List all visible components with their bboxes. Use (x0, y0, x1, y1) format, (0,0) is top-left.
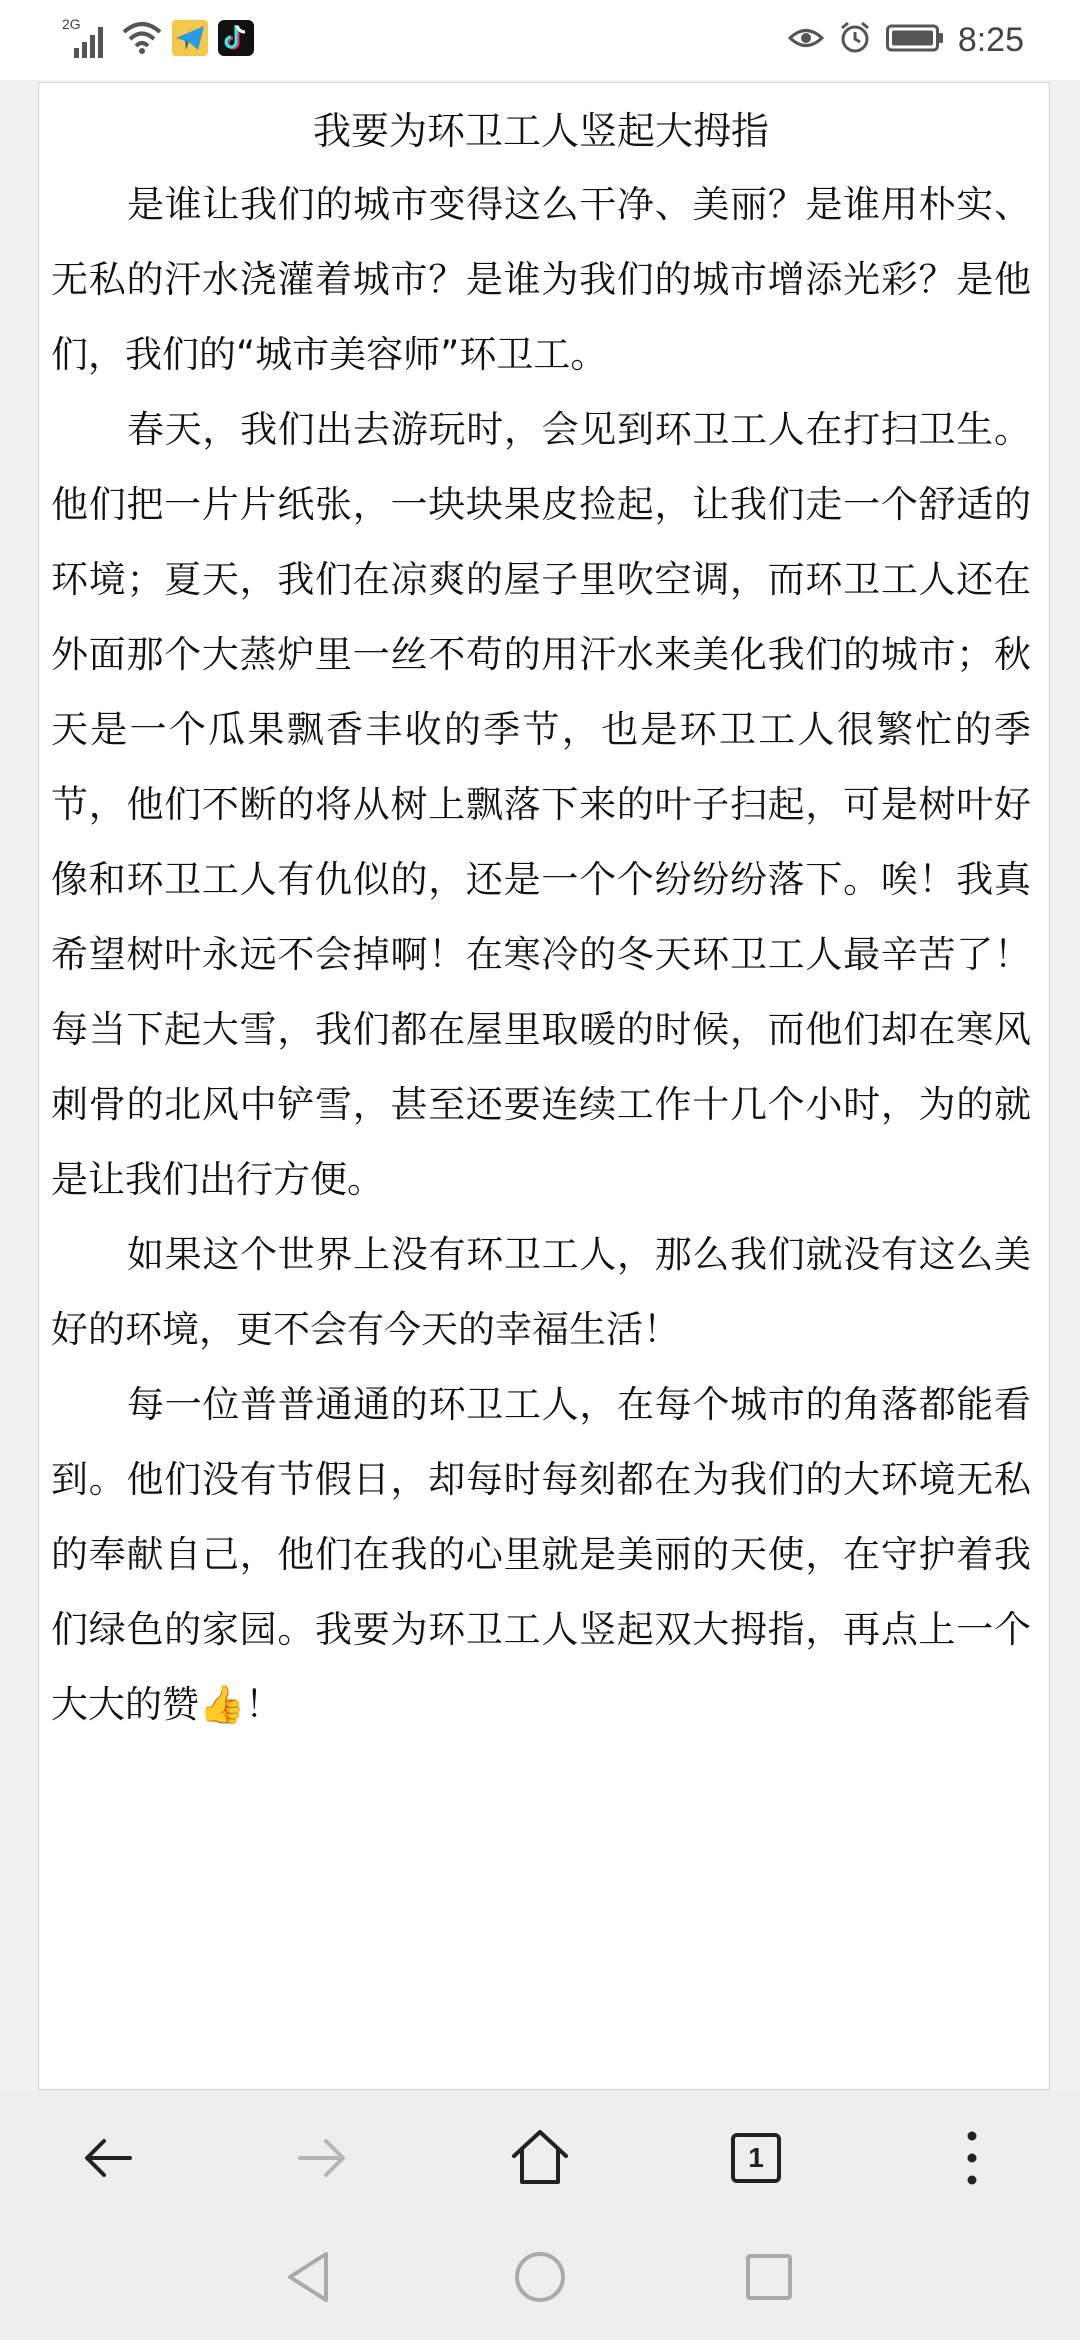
back-button[interactable] (68, 2118, 148, 2198)
article-paragraph-3: 如果这个世界上没有环卫工人，那么我们就没有这么美好的环境，更不会有今天的幸福生活！ (51, 1233, 1031, 1351)
battery-icon (886, 24, 944, 56)
signal-icon (60, 18, 112, 62)
tab-count: 1 (748, 2142, 764, 2173)
tabs-icon (730, 2132, 782, 2184)
more-icon (962, 2126, 982, 2190)
clock-time: 8:25 (957, 20, 1024, 59)
home-button[interactable] (500, 2118, 580, 2198)
forward-button[interactable] (282, 2118, 362, 2198)
system-recents-button[interactable] (734, 2242, 804, 2312)
back-triangle-icon (284, 2250, 334, 2304)
eye-icon (788, 23, 824, 57)
wifi-icon (122, 20, 162, 60)
status-bar-right (788, 18, 1024, 62)
tabs-button[interactable] (716, 2118, 796, 2198)
telegram-icon (172, 20, 208, 60)
article-paragraph-4: 每一位普普通通的环卫工人，在每个城市的角落都能看到。他们没有节假日，却每时每刻都在为我们的大环境无私的奉献自己，他们在我的心里就是美丽的天使，在守护着我们绿色的家园。我要为环卫工人竖起双大拇指，再点上一个大大的赞👍！ (51, 1383, 1031, 1726)
system-navigation-bar (0, 2220, 1080, 2340)
alarm-icon (838, 21, 872, 59)
more-menu-button[interactable] (932, 2118, 1012, 2198)
system-home-button[interactable] (505, 2242, 575, 2312)
article-title: 我要为环卫工人竖起大拇指 (312, 109, 769, 153)
article-content (51, 95, 1031, 1742)
tiktok-icon (218, 20, 254, 60)
article-page[interactable] (38, 82, 1050, 2090)
home-circle-icon (513, 2250, 567, 2304)
network-type-label: 2G (62, 16, 81, 32)
browser-toolbar (0, 2090, 1080, 2220)
home-icon (508, 2126, 572, 2190)
recents-square-icon (744, 2252, 794, 2302)
status-bar (0, 0, 1080, 80)
forward-icon (292, 2128, 352, 2188)
back-icon (78, 2128, 138, 2188)
article-paragraph-1: 是谁让我们的城市变得这么干净、美丽？是谁用朴实、无私的汗水浇灌着城市？是谁为我们的城市增添光彩？是他们，我们的“城市美容师”环卫工。 (51, 183, 1031, 376)
status-bar-left (60, 18, 254, 62)
article-paragraph-2: 春天，我们出去游玩时，会见到环卫工人在打扫卫生。他们把一片片纸张，一块块果皮捡起，让我们走一个舒适的环境；夏天，我们在凉爽的屋子里吹空调，而环卫工人还在外面那个大蒸炉里一丝不苟的用汗水来美化我们的城市；秋天是一个瓜果飘香丰收的季节，也是环卫工人很繁忙的季节，他们不断的将从树上飘落下来的叶子扫起，可是树叶好像和环卫工人有仇似的，还是一个个纷纷纷落下。唉！我真希望树叶永远不会掉啊！在寒冷的冬天环卫工人最辛苦了！每当下起大雪，我们都在屋里取暖的时候，而他们却在寒风刺骨的北风中铲雪，甚至还要连续工作十几个小时，为的就是让我们出行方便。 (51, 408, 1031, 1201)
system-back-button[interactable] (274, 2242, 344, 2312)
